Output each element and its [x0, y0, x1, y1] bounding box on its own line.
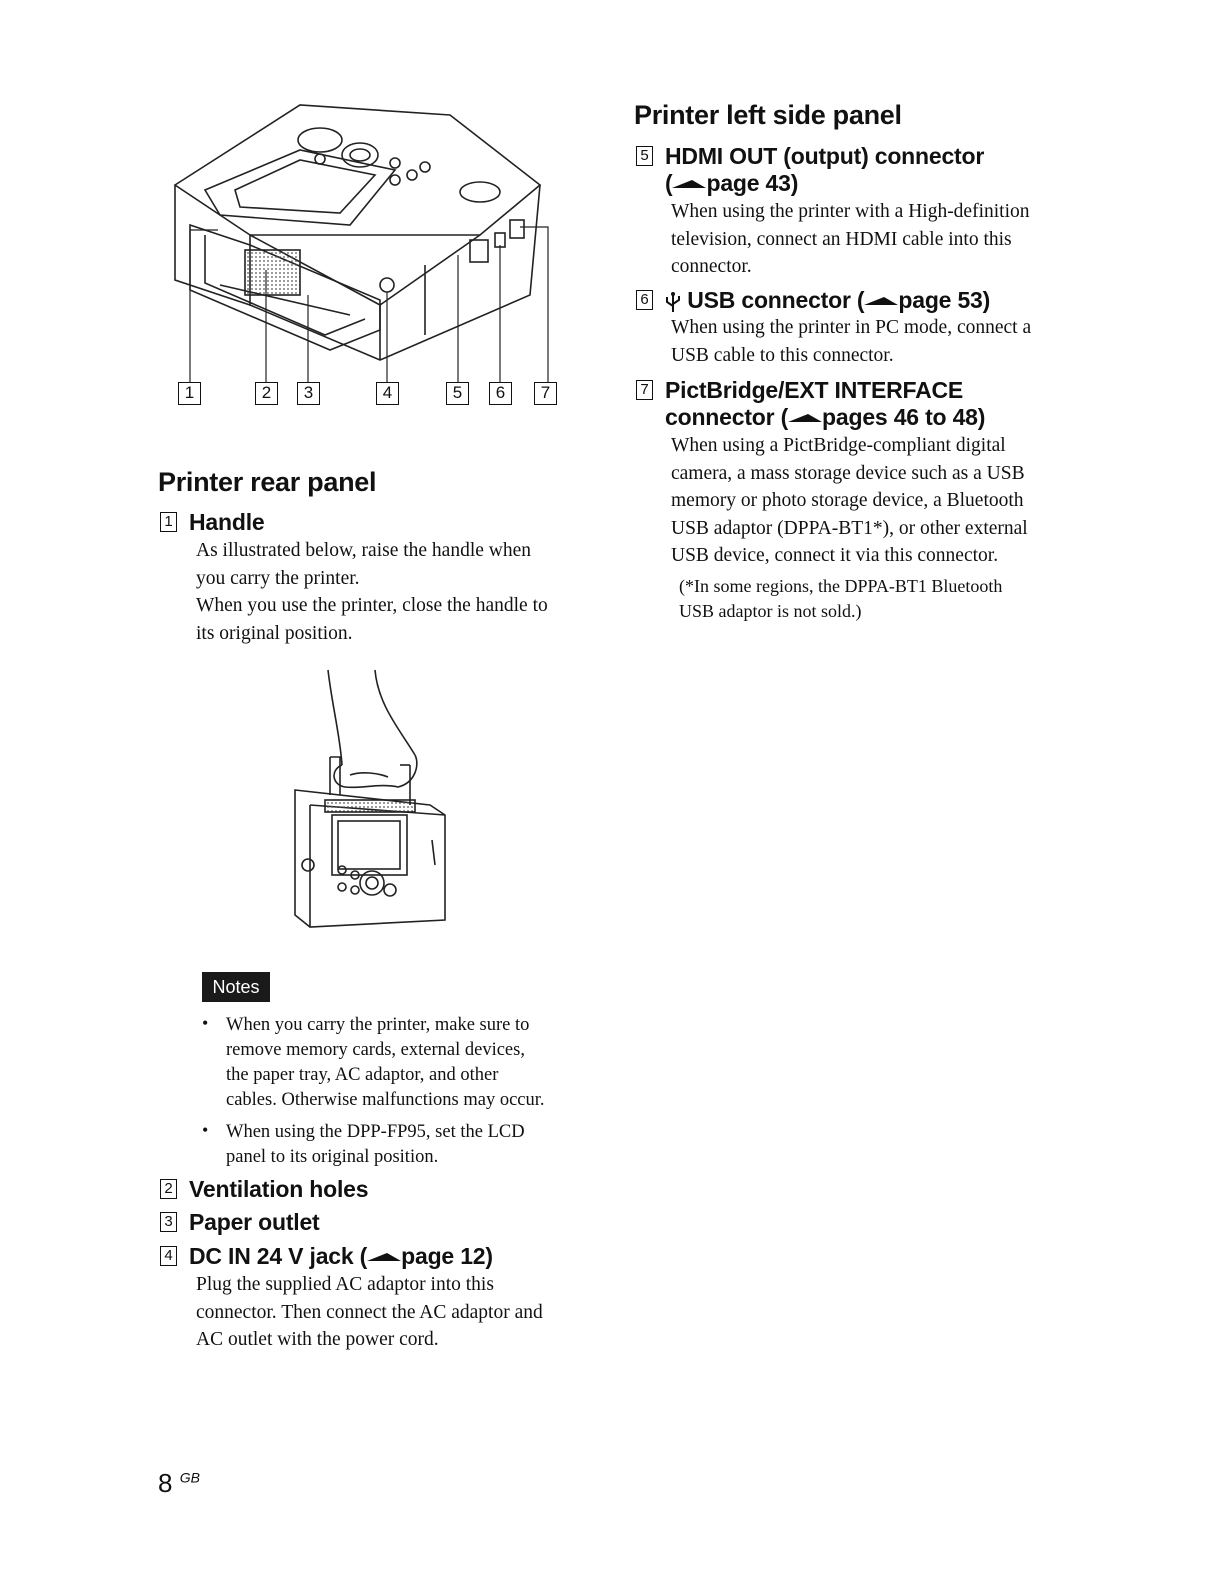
pictbridge-description: When using a PictBridge-compliant digital camera, a mass storage device such as a USB memory or photo storage device, a Bluetooth USB adaptor (DPPA-BT1*), or other external USB device, connect it via this connector. — [671, 435, 1028, 566]
item-number: 5 — [636, 146, 653, 166]
usb-description: When using the printer in PC mode, connect a USB cable to this connector. — [671, 317, 1032, 366]
pictbridge-heading: 7 PictBridge/EXT INTERFACE connector ( pages 46 to 48) — [636, 377, 985, 431]
callout-1: 1 — [178, 382, 201, 405]
hdmi-description: When using the printer with a High-definition television, connect an HDMI cable into this connector. — [671, 201, 1030, 277]
callout-7: 7 — [534, 382, 557, 405]
handle-heading — [160, 509, 264, 536]
pictbridge-footnote: (*In some regions, the DPPA-BT1 Bluetooth USB adaptor is not sold.) — [679, 576, 1003, 621]
item-number: 4 — [160, 1246, 177, 1266]
item-number: 2 — [160, 1179, 177, 1199]
item-number: 7 — [636, 380, 653, 400]
item-number: 3 — [160, 1212, 177, 1232]
page-arrow-icon — [672, 178, 706, 192]
callout-5: 5 — [446, 382, 469, 405]
callout-3: 3 — [297, 382, 320, 405]
handle-description: As illustrated below, raise the handle when you carry the printer. When you use the printer, close the handle to its original position. — [196, 540, 548, 644]
item-number: 6 — [636, 290, 653, 310]
dc-in-title: DC IN 24 V jack ( — [189, 1243, 368, 1269]
item-number: 1 — [160, 512, 177, 532]
notes-badge: Notes — [202, 972, 270, 1002]
usb-icon — [665, 291, 681, 313]
handle-title: Handle — [189, 509, 265, 535]
page-arrow-icon — [788, 412, 822, 426]
carry-printer-illustration — [270, 665, 460, 935]
ventilation-title: Ventilation holes — [189, 1176, 369, 1202]
dc-in-description: Plug the supplied AC adaptor into this connector. Then connect the AC adaptor and AC outlet with the power cord. — [196, 1274, 543, 1350]
ventilation-heading — [160, 1176, 368, 1203]
note-item: • When you carry the printer, make sure to remove memory cards, external devices, the paper tray, AC adaptor, and other cables. Otherwise malfunctions may occur. — [202, 1013, 545, 1113]
left-side-panel-heading: Printer left side panel — [634, 100, 902, 130]
paper-outlet-heading — [160, 1209, 320, 1236]
usb-heading: 6 USB connector ( page 53) — [636, 287, 990, 314]
hdmi-heading: 5 HDMI OUT (output) connector ( page 43) — [636, 143, 984, 197]
usb-title: USB connector ( — [687, 287, 865, 313]
rear-panel-heading: Printer rear panel — [158, 467, 377, 497]
page-arrow-icon — [864, 295, 898, 309]
bullet-icon: • — [202, 1120, 209, 1140]
page-number: 8 $^{GB}$ — [158, 1468, 200, 1498]
callout-6: 6 — [489, 382, 512, 405]
hdmi-title: HDMI OUT (output) connector — [665, 143, 985, 169]
dc-in-heading: 4 DC IN 24 V jack ( page 12) — [160, 1243, 493, 1270]
callout-2: 2 — [255, 382, 278, 405]
printer-rear-illustration — [150, 95, 590, 395]
bullet-icon: • — [202, 1013, 209, 1033]
callout-4: 4 — [376, 382, 399, 405]
language-code: GB — [179, 1469, 200, 1486]
page-arrow-icon — [367, 1251, 401, 1265]
paper-outlet-title: Paper outlet — [189, 1209, 320, 1235]
pictbridge-title: PictBridge/EXT INTERFACE — [665, 377, 964, 403]
note-item: • When using the DPP-FP95, set the LCD panel to its original position. — [202, 1120, 525, 1170]
